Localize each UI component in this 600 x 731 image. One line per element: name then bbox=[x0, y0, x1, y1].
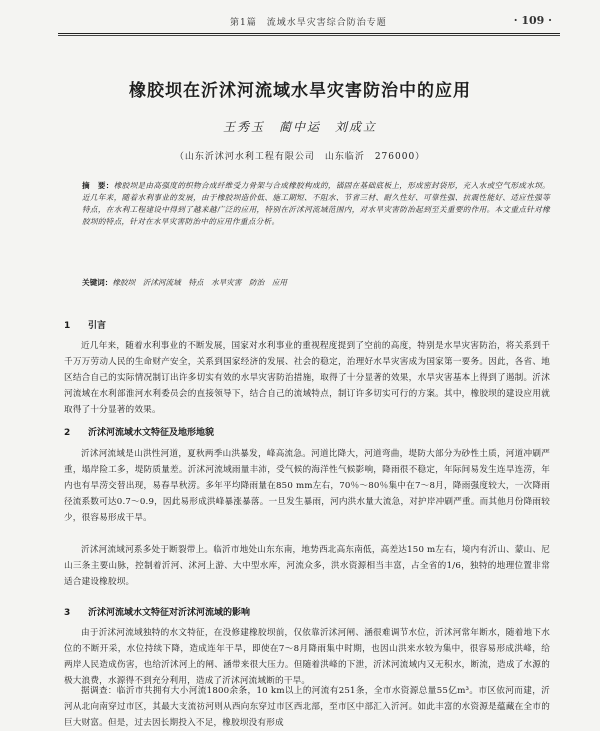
keywords-label: 关键词： bbox=[82, 278, 113, 287]
article-authors: 王秀玉 蔺中运 刘成立 bbox=[222, 120, 377, 134]
section-title: 沂沭河流域水文特征对沂沭河流域的影响 bbox=[88, 608, 251, 618]
page-number: · 109 · bbox=[513, 14, 552, 27]
section-heading-1 bbox=[64, 318, 106, 331]
section-number: 1 bbox=[64, 321, 71, 331]
section-title: 引言 bbox=[88, 321, 107, 331]
section-3-paragraph-2: 据调查：临沂市共拥有大小河流1800余条，10 km以上的河流有251条，全市水资源总量55亿m³。市区依河而建，沂河从北向南穿过市区，其最大支流祊河则从西向东穿过市区西北部，至市区中部汇入沂河。如此丰富的水资源是蕴藏在全市的巨大财富。但是，过去因长期投入不足，橡胶坝没有形成 bbox=[64, 686, 550, 728]
keywords bbox=[82, 277, 550, 289]
section-number: 2 bbox=[64, 428, 71, 438]
article-affiliation: （山东沂沭河水利工程有限公司 山东临沂 276000） bbox=[174, 152, 426, 162]
running-title: 第1篇 流域水旱灾害综合防治专题 bbox=[230, 18, 387, 28]
section-heading-3 bbox=[64, 605, 250, 618]
section-heading-2 bbox=[64, 425, 214, 438]
section-2-paragraph-2: 沂沭河流域河系多处于断裂带上。临沂市地处山东东南，地势西北高东南低，高差达150 m左右，境内有沂山、蒙山、尼山三条主要山脉，控制着沂河、沭河上游、大中型水库，河流众多，洪水资源相当丰富，占全省的1/6，独特的地理位置非常适合建设橡胶坝。 bbox=[64, 545, 550, 587]
header-rule-thin bbox=[58, 35, 560, 36]
keywords-text: 橡胶坝 沂沭河流域 特点 水旱灾害 防治 应用 bbox=[112, 278, 288, 287]
section-number: 3 bbox=[64, 608, 71, 618]
abstract-label: 摘 要： bbox=[82, 181, 114, 190]
running-header bbox=[60, 14, 560, 30]
article-title: 橡胶坝在沂沭河流域水旱灾害防治中的应用 bbox=[129, 81, 471, 101]
abstract bbox=[82, 180, 550, 228]
section-3-paragraph-1: 由于沂沭河流域独特的水文特征，在没修建橡胶坝前，仅依靠沂沭河闸、涵很难调节水位，沂沭河常年断水，随着地下水位的不断开采，水位持续下降，造成连年干旱，即使在7～8月降雨集中时期，也因山洪来水较为集中，很容易形成洪峰，给两岸人民造成伤害，也给沂沭河上的闸、涵带来很大压力。但随着洪峰的下泄，沂沭河流域内又无积水，断流，造成了水源的极大浪费，水源得不到充分利用，造成了沂沭河流域断的干旱。 bbox=[64, 628, 550, 686]
section-2-paragraph-1: 沂沭河流域是山洪性河道，夏秋两季山洪暴发，峰高流急。河道比降大，河道弯曲，堤防大部分为砂性土质，河道冲刷严重，塌岸险工多，堤防质量差。沂沭河流域雨量丰沛，受气候的海洋性气候影响，降雨很不稳定，年际间易发生连旱连涝，年内也有旱涝交替出现，易春旱秋涝。多年平均降雨量在850 mm左右，70％～80％集中在7～8月，降雨强度较大，一次降雨径流系数可达0.7～0.9，因此易形成洪峰暴涨暴落。一旦发生暴雨，河内洪水量大流急，对护岸冲刷严重。而其他月份降雨较少，很容易形成干旱。 bbox=[64, 449, 550, 523]
header-rule bbox=[58, 33, 560, 34]
section-1-paragraph-1: 近几年来，随着水利事业的不断发展，国家对水利事业的重视程度提到了空前的高度，特别是水旱灾害防治，将关系到千千万万劳动人民的生命财产安全，关系到国家经济的发展、社会的稳定，治理好水旱灾害成为国家第一要务。因此，各省、地区结合自己的实际情况制订出许多切实有效的水旱灾害防治措施，取得了十分显著的效果，水旱灾害基本上得到了遏制。沂沭河流域在水利部淮河水利委员会的直接领导下，结合自己的流域特点，制订许多切实可行的方案。其中，橡胶坝的建设应用就取得了十分显著的效果。 bbox=[64, 341, 550, 415]
abstract-text: 橡胶坝是由高强度的织物合成纤维受力骨架与合成橡胶构成的，锚固在基础底板上，形成密封袋形，充入水或空气形成水坝。近几年来，随着水利事业的发展，由于橡胶坝造价低、施工期短、不阻水、节省三材、耐久性好、可靠性强、抗震性能好、适应性强等特点，在水利工程建设中得到了越来越广泛的应用，特别在沂沭河流域范围内，对水旱灾害防治起到至关重要的作用。本文重点针对橡胶坝的特点，针对在水旱灾害防治中的应用作重点分析。 bbox=[82, 181, 550, 226]
section-title: 沂沭河流域水文特征及地形地貌 bbox=[88, 428, 215, 438]
